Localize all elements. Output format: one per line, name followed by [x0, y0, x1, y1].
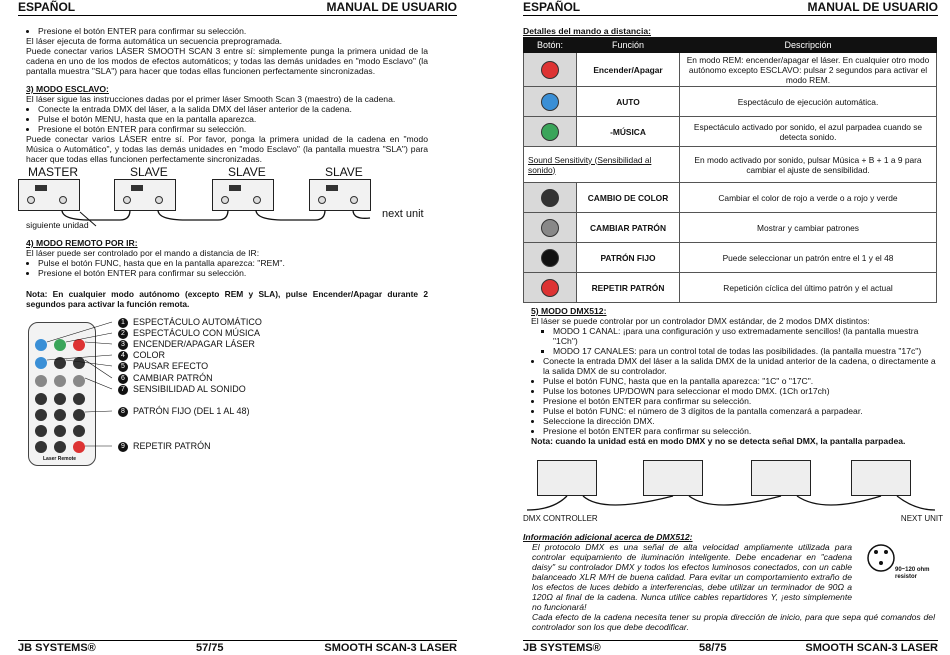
unit-label: SLAVE: [325, 165, 363, 179]
list-item: • Presione el botón ENTER para confirmar su selección.: [38, 268, 428, 278]
footer-page-number: 58/75: [699, 642, 727, 654]
table-header: Función: [577, 38, 680, 53]
legend-item: 1 ESPECTÁCULO AUTOMÁTICO: [118, 317, 262, 328]
footer-brand: JB SYSTEMS®: [523, 642, 601, 654]
repeat-icon: [541, 279, 559, 297]
page-footer: [523, 640, 938, 655]
list-item: • Presione el botón ENTER para confirmar su selección.: [38, 124, 428, 134]
resistor-label: 90~120 ohm resistor: [895, 567, 930, 580]
section-title: Información adicional acerca de DMX512:: [523, 532, 693, 542]
unit-label: MASTER: [28, 165, 79, 179]
list-item: • Presione el botón ENTER para confirmar su selección.: [543, 426, 937, 436]
dmx-info-text-2: Cada efecto de la cadena necesita tener su propia dirección de inicio, para que sepa qué comandos del controlador son los que debe decodificar.: [532, 612, 935, 632]
list-item: • Conecte la entrada DMX del láser, a la salida DMX del láser anterior de la cadena.: [38, 104, 428, 114]
footer-brand: JB SYSTEMS®: [18, 642, 96, 654]
table-title: Detalles del mando a distancia:: [523, 26, 651, 36]
pattern-change-icon: [541, 219, 559, 237]
intro-bullet: • Presione el botón ENTER para confirmar su selección.: [38, 26, 428, 36]
table-row: Sound Sensitivity (Sensibilidad al sonido) En modo activado por sonido, pulsar Música + B + 1 a 9 para cambiar el ajuste de sensibilidad.: [524, 147, 937, 183]
next-unit-label: next unit: [382, 208, 424, 220]
section-paragraph: Puede conectar varios LÁSER entre sí. Por favor, ponga la primera unidad de la cadena en "modo Música o Automático", y todas las demás unidades en "modo Esclavo" (la pantalla muestra "SLA") para hacer que todas ellas funcionen perfectamente sincronizadas.: [26, 134, 428, 164]
footer-product: SMOOTH SCAN-3 LASER: [324, 642, 457, 654]
table-row: -MÚSICA Espectáculo activado por sonido, el azul parpadea cuando se detecta sonido.: [524, 117, 937, 147]
header-language: ESPAÑOL: [18, 0, 76, 14]
auto-icon: [541, 93, 559, 111]
legend-item: 5 PAUSAR EFECTO: [118, 361, 208, 372]
fixed-pattern-icon: [541, 249, 559, 267]
dmx-info-text: El protocolo DMX es una señal de alta velocidad ampliamente utilizada para controlar equipamiento de iluminación inteligente. Debe encadenar en "cadena daisy" su controlador DMX y todos los efectos luminosos conectados, con un cable balanceado XLR M/H de buena calidad. Para evitar un comportamiento extraño de los efectos de luces debido a interferencias, debe utilizar un terminador de 90Ω a 120Ω al final de la cadena. Nunca utilice cables repartidores Y, ¡esto simplemente no funcionará!: [532, 542, 852, 612]
table-row: REPETIR PATRÓN Repetición cíclica del último patrón y el actual: [524, 273, 937, 303]
table-row: PATRÓN FIJO Puede seleccionar un patrón entre el 1 y el 48: [524, 243, 937, 273]
page-header: [18, 0, 457, 16]
power-icon: [541, 61, 559, 79]
next-unit-label: NEXT UNIT: [900, 514, 943, 523]
color-change-icon: [541, 189, 559, 207]
footer-product: SMOOTH SCAN-3 LASER: [805, 642, 938, 654]
section-line: El láser se puede controlar por un controlador DMX estándar, de 2 modos DMX distintos:: [531, 316, 870, 326]
legend-item: 2 ESPECTÁCULO CON MÚSICA: [118, 328, 260, 339]
section-line: El láser puede ser controlado por el mando a distancia de IR:: [26, 248, 260, 258]
xlr-connector-icon: [867, 536, 897, 580]
header-title: MANUAL DE USUARIO: [326, 0, 457, 14]
list-item: • Pulse el botón FUNC: el número de 3 dígitos de la pantalla comenzará a parpadear.: [543, 406, 937, 416]
left-page: [0, 0, 475, 654]
list-item: • Pulse el botón FUNC, hasta que en la pantalla aparezca: "REM".: [38, 258, 428, 268]
dmx-section: [531, 306, 937, 446]
footer-page-number: 57/75: [196, 642, 224, 654]
legend-item: 7 SENSIBILIDAD AL SONIDO: [118, 384, 246, 395]
list-item: • Seleccione la dirección DMX.: [543, 416, 937, 426]
page-footer: [18, 640, 457, 655]
remote-note: Nota: En cualquier modo autónomo (excepto REM y SLA), pulse Encender/Apagar durante 2 segundos para activar la función remota.: [26, 289, 428, 309]
remote-details-table: [523, 37, 937, 303]
dmx-cables: [523, 458, 943, 518]
section-title: 4) MODO REMOTO POR IR:: [26, 238, 138, 248]
slave-section: [26, 84, 428, 164]
section-line: El láser sigue las instrucciones dadas por el primer láser Smooth Scan 3 (maestro) de la cadena.: [26, 94, 396, 104]
page-header: [523, 0, 938, 16]
section-title: 3) MODO ESCLAVO:: [26, 84, 109, 94]
table-header: Botón:: [524, 38, 577, 53]
remote-leader-lines: [0, 312, 120, 457]
legend-item: 6 CAMBIAR PATRÓN: [118, 373, 213, 384]
header-language: ESPAÑOL: [523, 0, 581, 14]
legend-item: 8 PATRÓN FIJO (DEL 1 AL 48): [118, 406, 250, 417]
intro-line: El láser ejecuta de forma automática un secuencia preprogramada.: [26, 36, 283, 46]
intro-paragraph: Puede conectar varios LÁSER SMOOTH SCAN 3 entre sí: simplemente punga la primera unidad de la cadena en uno de los modos de efectos automáticos; y todas las demás unidades en "modo Esclavo" (la pantalla muestra "SLA") para hacer que todas ellas funcionen perfectamente sincronizadas.: [26, 46, 428, 76]
remote-label: Laser Remote: [43, 456, 77, 462]
section-title: 5) MODO DMX512:: [531, 306, 607, 316]
unit-label: SLAVE: [130, 165, 168, 179]
header-title: MANUAL DE USUARIO: [807, 0, 938, 14]
table-row: CAMBIAR PATRÓN Mostrar y cambiar patrones: [524, 213, 937, 243]
list-item: ▪ MODO 1 CANAL: ¡para una configuración y uso extremadamente sencillos! (la pantalla muestra "1Ch"): [553, 326, 937, 346]
remote-section: [26, 238, 428, 278]
intro-block: [26, 26, 428, 76]
list-item: • Pulse el botón MENU, hasta que en la pantalla aparezca.: [38, 114, 428, 124]
unit-label: SLAVE: [228, 165, 266, 179]
table-row: Encender/Apagar En modo REM: encender/apagar el láser. En cualquier otro modo autónomo excepto ESCLAVO: pulsar 2 segundos para activar el modo REM.: [524, 53, 937, 87]
chain-diagram: [0, 162, 475, 232]
list-item: • Conecte la entrada DMX del láser a la salida DMX de la unidad anterior de la cadena, o directamente a la salida DMX de su controlador.: [543, 356, 937, 376]
legend-item: 3 ENCENDER/APAGAR LÁSER: [118, 339, 255, 350]
next-unit-caption: siguiente unidad: [26, 220, 89, 230]
table-row: AUTO Espectáculo de ejecución automática.: [524, 87, 937, 117]
dmx-chain-diagram: [523, 458, 943, 528]
dmx-note: Nota: cuando la unidad está en modo DMX y no se detecta señal DMX, la pantalla parpadea.: [531, 436, 906, 446]
table-header: Descripción: [680, 38, 937, 53]
table-row: CAMBIO DE COLOR Cambiar el color de rojo a verde o a rojo y verde: [524, 183, 937, 213]
legend-item: 9 REPETIR PATRÓN: [118, 441, 211, 452]
list-item: • Pulse el botón FUNC, hasta que en la pantalla aparezca: "1C" o "17C".: [543, 376, 937, 386]
legend-item: 4 COLOR: [118, 350, 165, 361]
list-item: • Presione el botón ENTER para confirmar su selección.: [543, 396, 937, 406]
list-item: • Pulse los botones UP/DOWN para seleccionar el modo DMX. (1Ch or17ch): [543, 386, 937, 396]
music-icon: [541, 123, 559, 141]
right-page: [475, 0, 950, 654]
list-item: ▪ MODO 17 CANALES: para un control total de todas las posibilidades. (la pantalla muestra "17c"): [553, 346, 937, 356]
dmx-controller-label: DMX CONTROLLER: [523, 514, 598, 523]
